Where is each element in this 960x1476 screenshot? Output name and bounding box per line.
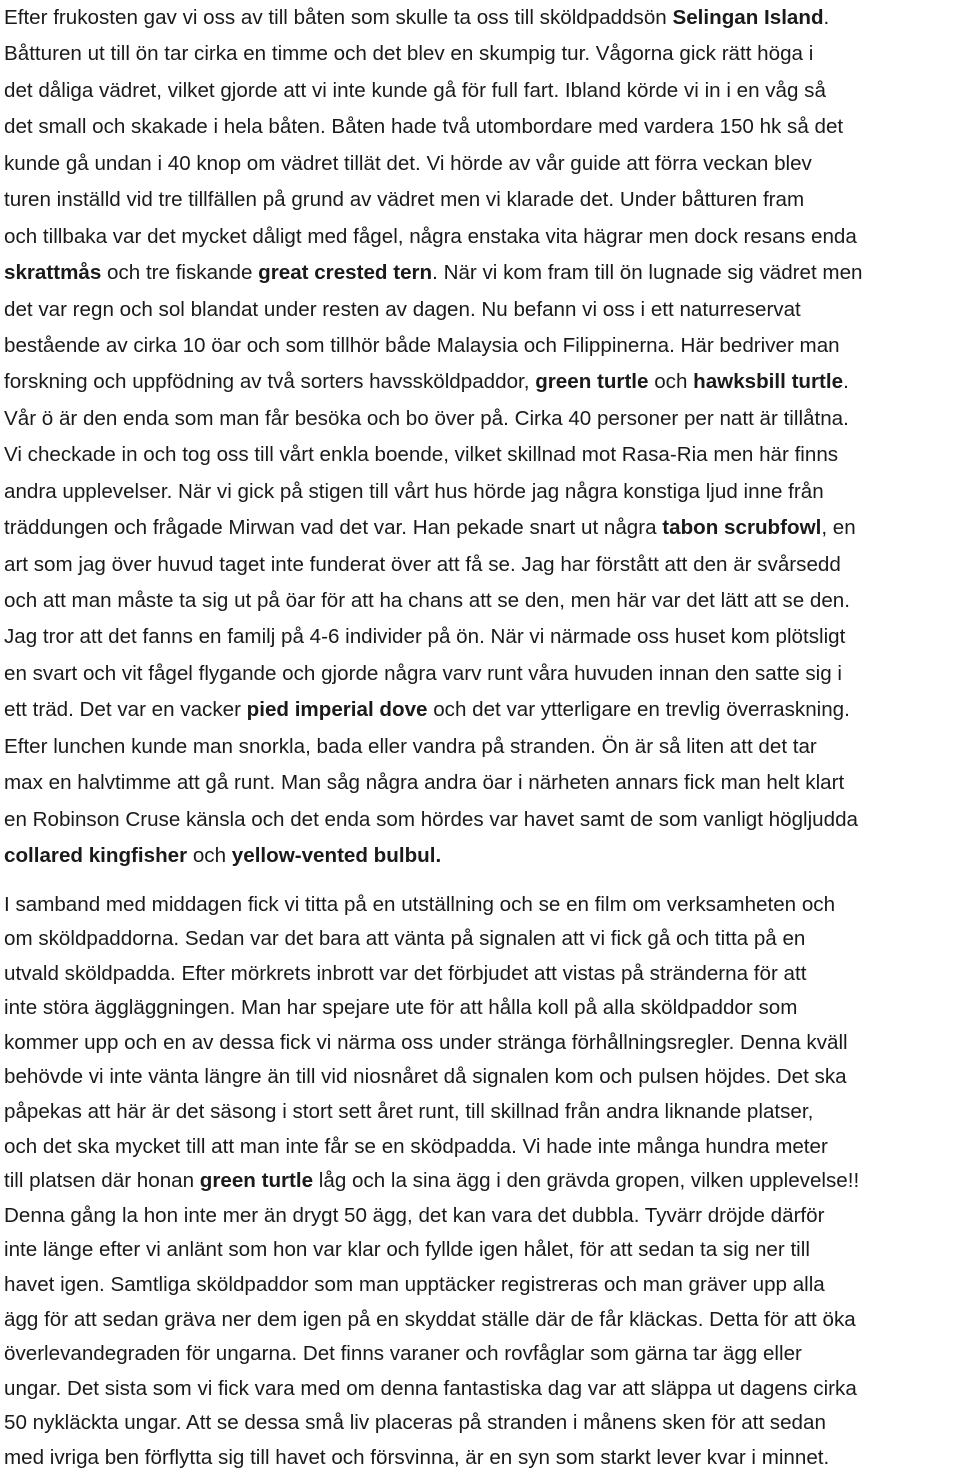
bold-species-name: green turtle — [535, 370, 649, 394]
text-line — [4, 1233, 960, 1268]
text-line — [4, 1441, 960, 1476]
text-run: . När vi kom fram till ön lugnade sig vädret men — [432, 261, 863, 285]
bold-species-name: great crested tern — [258, 261, 433, 285]
text-line — [4, 1026, 960, 1061]
text-run: låg och la sina ägg i den grävda gropen, vilken upplevelse!! — [313, 1169, 860, 1193]
text-run: Båtturen ut till ön tar cirka en timme och det blev en skumpig tur. Vågorna gick rätt höga i — [4, 42, 814, 66]
text-run: , en — [821, 516, 856, 540]
text-line — [4, 888, 960, 923]
text-line — [4, 73, 960, 109]
text-line — [4, 36, 960, 72]
text-line — [4, 1130, 960, 1165]
text-line — [4, 765, 960, 801]
text-run: kunde gå undan i 40 knop om vädret tillät det. Vi hörde av vår guide att förra veckan blev — [4, 151, 812, 175]
text-line — [4, 1337, 960, 1372]
text-line — [4, 619, 960, 655]
text-line — [4, 437, 960, 473]
text-line — [4, 401, 960, 437]
text-line — [4, 510, 960, 546]
text-run: Vår ö är den enda som man får besöka och bo över på. Cirka 40 personer per natt är tillåtna. — [4, 406, 849, 430]
text-line — [4, 146, 960, 182]
bold-species-name: Selingan Island — [672, 6, 824, 29]
text-run: Denna gång la hon inte mer än drygt 50 ägg, det kan vara det dubbla. Tyvärr dröjde därför — [4, 1203, 825, 1227]
text-run: 50 nykläckta ungar. Att se dessa små liv placeras på stranden i månens sken för att sedan — [4, 1411, 826, 1435]
text-line — [4, 1372, 960, 1407]
text-run: Vi checkade in och tog oss till vårt enkla boende, vilket skillnad mot Rasa-Ria men här finns — [4, 443, 839, 467]
text-line — [4, 182, 960, 218]
text-run: utvald sköldpadda. Efter mörkrets inbrott var det förbjudet att vistas på stränderna för att — [4, 961, 807, 985]
text-run: Efter lunchen kunde man snorkla, bada eller vandra på stranden. Ön är så liten att det tar — [4, 734, 817, 758]
text-line — [4, 1095, 960, 1130]
text-line — [4, 1199, 960, 1234]
text-line — [4, 692, 960, 728]
text-run: det var regn och sol blandat under resten av dagen. Nu befann vi oss i ett naturreservat — [4, 297, 801, 321]
text-run: Efter frukosten gav vi oss av till båten som skulle ta oss till sköldpaddsön — [4, 6, 673, 29]
text-run: andra upplevelser. När vi gick på stigen till vårt hus hörde jag några konstiga ljud inne från — [4, 479, 824, 503]
text-run: kommer upp och en av dessa fick vi närma oss under stränga förhållningsregler. Denna kväll — [4, 1030, 848, 1054]
text-run: med ivriga ben förflytta sig till havet och försvinna, är en syn som starkt lever kvar i minnet. — [4, 1446, 830, 1469]
text-run: . — [843, 370, 849, 394]
text-line — [4, 838, 960, 874]
text-run: och tillbaka var det mycket dåligt med fågel, några enstaka vita hägrar men dock resans enda — [4, 224, 857, 248]
text-run: det small och skakade i hela båten. Båten hade två utombordare med vardera 150 hk så det — [4, 115, 844, 139]
text-run: om sköldpaddorna. Sedan var det bara att vänta på signalen att vi fick gå och titta på en — [4, 927, 806, 951]
text-run: och det var ytterligare en trevlig överraskning. — [427, 698, 850, 722]
bold-species-name: skrattmås — [4, 261, 102, 285]
text-line — [4, 1406, 960, 1441]
text-line — [4, 1060, 960, 1095]
text-run: och det ska mycket till att man inte får se en sködpadda. Vi hade inte många hundra meter — [4, 1134, 828, 1158]
text-run: . — [823, 6, 830, 29]
text-run: turen inställd vid tre tillfällen på grund av vädret men vi klarade det. Under båtturen fram — [4, 188, 805, 212]
text-line — [4, 957, 960, 992]
text-run: max en halvtimme att gå runt. Man såg några andra öar i närheten annars fick man helt klart — [4, 771, 845, 795]
text-run: påpekas att här är det säsong i stort sett året runt, till skillnad från andra liknande platser, — [4, 1100, 814, 1124]
text-run: bestående av cirka 10 öar och som tillhör både Malaysia och Filippinerna. Här bedriver man — [4, 333, 840, 357]
text-run: överlevandegraden för ungarna. Det finns varaner och rovfåglar som gärna tar ägg eller — [4, 1342, 802, 1366]
text-run: en svart och vit fågel flygande och gjorde några varv runt våra huvuden innan den satte sig i — [4, 661, 842, 685]
text-line — [4, 1303, 960, 1338]
text-run: ungar. Det sista som vi fick vara med om denna fantastiska dag var att släppa ut dagens cirka — [4, 1376, 857, 1400]
text-run: havet igen. Samtliga sköldpaddor som man upptäcker registreras och man gräver upp alla — [4, 1273, 825, 1297]
bold-species-name: hawksbill turtle — [693, 370, 844, 394]
text-line — [4, 583, 960, 619]
text-line — [4, 255, 960, 291]
text-run: det dåliga vädret, vilket gjorde att vi inte kunde gå för full fart. Ibland körde vi in i en våg så — [4, 78, 826, 102]
text-line — [4, 109, 960, 145]
text-line — [4, 922, 960, 957]
text-line — [4, 991, 960, 1026]
text-run: och — [187, 844, 232, 868]
bold-species-name: green turtle — [199, 1169, 314, 1193]
paragraph-turtle-night — [4, 888, 960, 1476]
text-run: behövde vi inte vänta längre än till vid niosnåret då signalen kom och pulsen höjdes. Det ska — [4, 1065, 847, 1089]
document-page — [4, 0, 960, 1476]
text-line — [4, 328, 960, 364]
text-line — [4, 1268, 960, 1303]
text-line — [4, 802, 960, 838]
text-run: till platsen där honan — [4, 1169, 200, 1193]
text-line — [4, 729, 960, 765]
text-run: ägg för att sedan gräva ner dem igen på en skyddat ställe där de får kläckas. Detta för att öka — [4, 1307, 856, 1331]
text-line — [4, 0, 960, 36]
bold-species-name: tabon scrubfowl — [662, 516, 822, 540]
text-run: inte länge efter vi anlänt som hon var klar och fyllde igen hålet, för att sedan ta sig ner till — [4, 1238, 810, 1262]
text-line — [4, 292, 960, 328]
text-run: forskning och uppfödning av två sorters havssköldpaddor, — [4, 370, 536, 394]
text-run: och — [648, 370, 694, 394]
bold-species-name: pied imperial dove — [246, 698, 428, 722]
text-run: ett träd. Det var en vacker — [4, 698, 247, 722]
text-run: träddungen och frågade Mirwan vad det var. Han pekade snart ut några — [4, 516, 663, 540]
text-line — [4, 364, 960, 400]
text-line — [4, 1164, 960, 1199]
paragraph-selingan-island — [4, 0, 960, 875]
text-line — [4, 656, 960, 692]
text-run: och att man måste ta sig ut på öar för att ha chans att se den, men här var det lätt att se den. — [4, 589, 850, 612]
text-run: inte störa äggläggningen. Man har spejare ute för att hålla koll på alla sköldpaddor som — [4, 996, 798, 1020]
text-run: Jag tror att det fanns en familj på 4-6 individer på ön. När vi närmade oss huset kom plötsligt — [4, 625, 846, 649]
text-line — [4, 547, 960, 583]
text-run: en Robinson Cruse känsla och det enda som hördes var havet samt de som vanligt högljudda — [4, 807, 858, 831]
bold-species-name: collared kingfisher — [4, 844, 188, 868]
text-line — [4, 474, 960, 510]
text-run: art som jag över huvud taget inte funderat över att få se. Jag har förstått att den är svårsedd — [4, 552, 841, 576]
text-line — [4, 219, 960, 255]
text-run: I samband med middagen fick vi titta på en utställning och se en film om verksamheten och — [4, 892, 836, 916]
text-run: och tre fiskande — [101, 261, 259, 285]
bold-species-name: yellow-vented bulbul. — [231, 844, 442, 868]
